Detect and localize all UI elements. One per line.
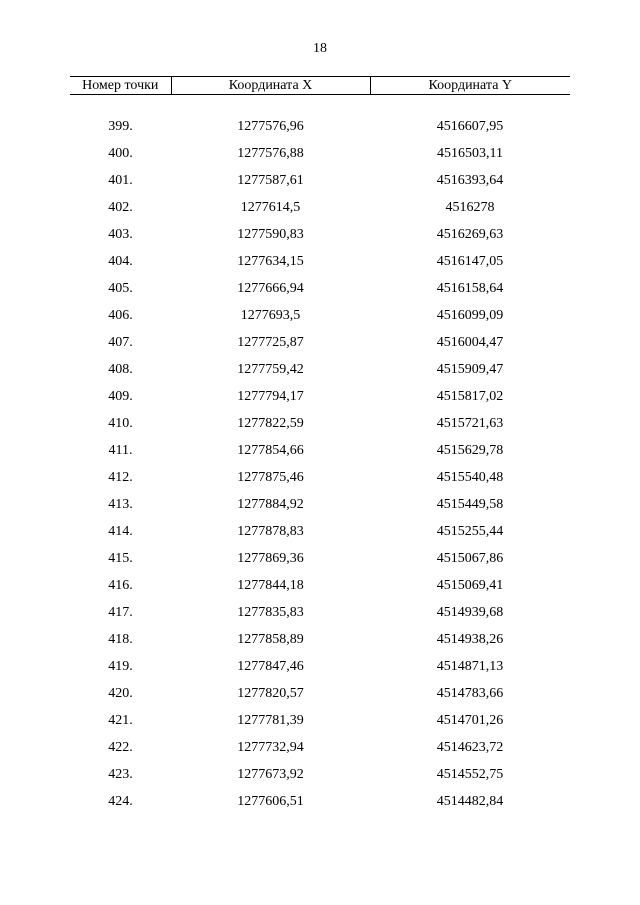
cell-coordinate-y: 4515255,44 bbox=[436, 523, 504, 539]
cell-coordinate-x: 1277844,18 bbox=[237, 577, 304, 593]
cell-coordinate-y: 4514938,26 bbox=[436, 631, 504, 647]
cell-coordinate-y: 4516269,63 bbox=[436, 226, 504, 242]
cell-point-number: 417. bbox=[108, 604, 133, 620]
cell-point-number: 402. bbox=[108, 199, 133, 215]
cell-coordinate-y: 4515449,58 bbox=[436, 496, 504, 512]
cell-coordinate-x: 1277835,83 bbox=[237, 604, 304, 620]
table-row bbox=[70, 761, 570, 788]
cell-coordinate-x: 1277673,92 bbox=[237, 766, 304, 782]
column-header-coordinate-x: Координата X bbox=[171, 77, 370, 95]
cell-point-number: 412. bbox=[108, 469, 133, 485]
cell-coordinate-x: 1277725,87 bbox=[237, 334, 304, 350]
cell-coordinate-y: 4514871,13 bbox=[436, 658, 504, 674]
table-row bbox=[70, 248, 570, 275]
cell-coordinate-x: 1277858,89 bbox=[237, 631, 304, 647]
cell-coordinate-x: 1277884,92 bbox=[237, 496, 304, 512]
table-row bbox=[70, 518, 570, 545]
cell-point-number: 416. bbox=[108, 577, 133, 593]
table-row bbox=[70, 329, 570, 356]
cell-coordinate-x: 1277847,46 bbox=[237, 658, 304, 674]
cell-point-number: 404. bbox=[108, 253, 133, 269]
cell-coordinate-y: 4516004,47 bbox=[436, 334, 504, 350]
cell-coordinate-y: 4514623,72 bbox=[436, 739, 504, 755]
cell-point-number: 413. bbox=[108, 496, 133, 512]
table-row bbox=[70, 437, 570, 464]
table-row bbox=[70, 653, 570, 680]
cell-point-number: 399. bbox=[108, 118, 133, 134]
cell-coordinate-y: 4515721,63 bbox=[436, 415, 504, 431]
cell-coordinate-x: 1277587,61 bbox=[237, 172, 304, 188]
table-row bbox=[70, 680, 570, 707]
cell-coordinate-y: 4516278 bbox=[445, 199, 495, 215]
table-row bbox=[70, 140, 570, 167]
cell-point-number: 423. bbox=[108, 766, 133, 782]
column-header-point-number: Номер точки bbox=[70, 77, 171, 95]
cell-coordinate-x: 1277732,94 bbox=[237, 739, 304, 755]
cell-coordinate-x: 1277869,36 bbox=[237, 550, 304, 566]
cell-coordinate-x: 1277759,42 bbox=[237, 361, 304, 377]
cell-coordinate-y: 4516503,11 bbox=[437, 145, 503, 161]
cell-coordinate-x: 1277854,66 bbox=[237, 442, 304, 458]
table-row bbox=[70, 302, 570, 329]
cell-coordinate-x: 1277693,5 bbox=[240, 307, 301, 323]
cell-coordinate-y: 4516147,05 bbox=[436, 253, 504, 269]
cell-coordinate-y: 4514482,84 bbox=[436, 793, 504, 809]
table-row bbox=[70, 113, 570, 140]
cell-coordinate-y: 4515067,86 bbox=[436, 550, 504, 566]
table-row bbox=[70, 383, 570, 410]
cell-coordinate-y: 4516393,64 bbox=[436, 172, 504, 188]
cell-coordinate-y: 4515629,78 bbox=[436, 442, 504, 458]
cell-point-number: 424. bbox=[108, 793, 133, 809]
table-row bbox=[70, 410, 570, 437]
cell-coordinate-y: 4515817,02 bbox=[436, 388, 504, 404]
cell-coordinate-y: 4516099,09 bbox=[436, 307, 504, 323]
table-row bbox=[70, 572, 570, 599]
cell-coordinate-x: 1277576,88 bbox=[237, 145, 304, 161]
cell-point-number: 400. bbox=[108, 145, 133, 161]
cell-coordinate-y: 4514552,75 bbox=[436, 766, 504, 782]
cell-coordinate-x: 1277590,83 bbox=[237, 226, 304, 242]
page-number: 18 bbox=[313, 41, 327, 56]
cell-coordinate-x: 1277606,51 bbox=[237, 793, 304, 809]
table-row bbox=[70, 194, 570, 221]
cell-coordinate-y: 4515069,41 bbox=[436, 577, 504, 593]
cell-point-number: 411. bbox=[108, 442, 133, 458]
cell-coordinate-y: 4516607,95 bbox=[436, 118, 504, 134]
cell-coordinate-y: 4516158,64 bbox=[436, 280, 504, 296]
table-row bbox=[70, 275, 570, 302]
table-body bbox=[70, 95, 570, 816]
cell-coordinate-x: 1277822,59 bbox=[237, 415, 304, 431]
cell-coordinate-x: 1277576,96 bbox=[237, 118, 304, 134]
table-row bbox=[70, 464, 570, 491]
cell-point-number: 415. bbox=[108, 550, 133, 566]
cell-point-number: 410. bbox=[108, 415, 133, 431]
table-row bbox=[70, 545, 570, 572]
cell-coordinate-x: 1277634,15 bbox=[237, 253, 304, 269]
table-row bbox=[70, 221, 570, 248]
table-row bbox=[70, 788, 570, 815]
cell-coordinate-x: 1277875,46 bbox=[237, 469, 304, 485]
cell-point-number: 403. bbox=[108, 226, 133, 242]
cell-point-number: 422. bbox=[108, 739, 133, 755]
cell-coordinate-x: 1277666,94 bbox=[237, 280, 304, 296]
cell-coordinate-y: 4515909,47 bbox=[436, 361, 504, 377]
cell-coordinate-x: 1277878,83 bbox=[237, 523, 304, 539]
cell-coordinate-x: 1277614,5 bbox=[240, 199, 301, 215]
column-header-coordinate-y: Координата Y bbox=[370, 77, 570, 95]
table-row bbox=[70, 707, 570, 734]
table-row bbox=[70, 734, 570, 761]
table-header-row bbox=[70, 77, 570, 95]
cell-coordinate-x: 1277820,57 bbox=[237, 685, 304, 701]
header-spacer bbox=[70, 95, 570, 114]
cell-point-number: 419. bbox=[108, 658, 133, 674]
cell-coordinate-x: 1277794,17 bbox=[237, 388, 304, 404]
cell-coordinate-y: 4515540,48 bbox=[436, 469, 504, 485]
table-row bbox=[70, 167, 570, 194]
cell-point-number: 420. bbox=[108, 685, 133, 701]
cell-point-number: 406. bbox=[108, 307, 133, 323]
cell-point-number: 408. bbox=[108, 361, 133, 377]
table-row bbox=[70, 626, 570, 653]
coordinates-table bbox=[70, 76, 570, 815]
cell-point-number: 418. bbox=[108, 631, 133, 647]
cell-coordinate-y: 4514939,68 bbox=[436, 604, 504, 620]
cell-point-number: 401. bbox=[108, 172, 133, 188]
cell-point-number: 405. bbox=[108, 280, 133, 296]
cell-point-number: 407. bbox=[108, 334, 133, 350]
cell-coordinate-y: 4514701,26 bbox=[436, 712, 504, 728]
cell-point-number: 421. bbox=[108, 712, 133, 728]
table-row bbox=[70, 599, 570, 626]
cell-point-number: 414. bbox=[108, 523, 133, 539]
cell-coordinate-x: 1277781,39 bbox=[237, 712, 304, 728]
table-row bbox=[70, 356, 570, 383]
cell-coordinate-y: 4514783,66 bbox=[436, 685, 504, 701]
table-row bbox=[70, 491, 570, 518]
cell-point-number: 409. bbox=[108, 388, 133, 404]
